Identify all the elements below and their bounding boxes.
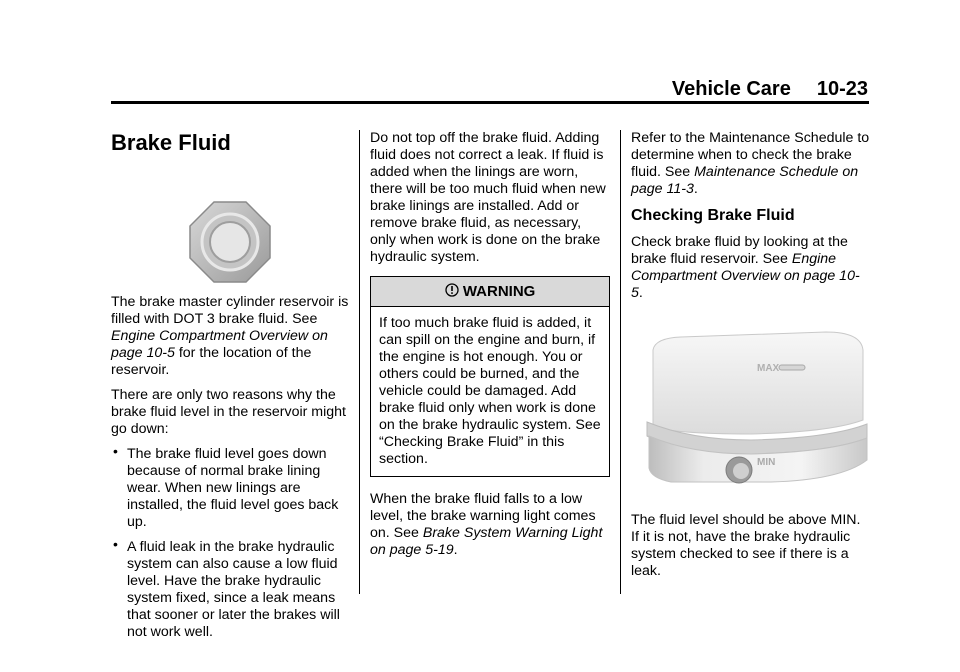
paragraph: Do not top off the brake fluid. Adding fluid does not correct a leak. If fluid is added when the linings are worn, there will be too much fluid when new brake linings are installed. Add or remove brake fluid, as necessary, only when work is done on the brake hydraulic system. (370, 130, 606, 265)
header-section: Vehicle Care (671, 78, 791, 100)
header-page-number: 10-23 (816, 78, 868, 100)
section-title: Brake Fluid (111, 130, 231, 155)
cross-reference-link[interactable]: Engine Compartment Overview on page 10-5 (111, 328, 328, 361)
brake-fluid-cap-icon (111, 200, 349, 284)
max-mark-label: MAX (757, 363, 780, 374)
warning-text: If too much brake fluid is added, it can spill on the engine and burn, if the engine is hot enough. You or others could be burned, and the vehicle could be damaged. Add brake fluid only when work is done on the brake hydraulic system. See “Checking Brake Fluid” in this section. (379, 315, 601, 467)
warning-header (371, 277, 609, 307)
list-item: • A fluid leak in the brake hydraulic system can also cause a low fluid level. Have the brake hydraulic system fixed, since a leak means that sooner or later the brakes will not work well. (113, 536, 340, 640)
bullet-icon: • (113, 536, 118, 552)
cross-reference-link[interactable]: Engine Compartment Overview on page 10-5 (631, 251, 860, 301)
paragraph: Check brake fluid by looking at the brake fluid reservoir. See Engine Compartment Overview on page 10-5. (631, 234, 860, 301)
bullet-icon: • (113, 443, 118, 459)
column-divider (620, 130, 621, 594)
warning-title: WARNING (462, 283, 536, 300)
column-3 (631, 130, 871, 588)
column-divider (359, 130, 360, 594)
reason-list (111, 443, 349, 641)
reservoir-photo (631, 330, 871, 490)
warning-icon (445, 283, 463, 300)
header-rule (111, 101, 869, 104)
subsection-title: Checking Brake Fluid (631, 207, 795, 224)
paragraph: The brake master cylinder reservoir is filled with DOT 3 brake fluid. See Engine Compartment Overview on page 10-5 for the location of the reservoir. (111, 294, 349, 378)
paragraph: The fluid level should be above MIN. If it is not, have the brake hydraulic system checked to see if there is a leak. (631, 512, 861, 579)
cross-reference-link[interactable]: Maintenance Schedule on page 11-3 (631, 164, 859, 197)
column-2 (370, 130, 610, 567)
cross-reference-link[interactable]: Brake System Warning Light on page 5-19 (370, 525, 603, 558)
column-1 (111, 130, 349, 649)
paragraph: Refer to the Maintenance Schedule to determine when to check the brake fluid. See Maintenance Schedule on page 11-3. (631, 130, 870, 197)
list-item: • The brake fluid level goes down because of normal brake lining wear. When new linings are installed, the fluid level goes back up. (113, 443, 339, 530)
page-header (672, 78, 868, 101)
paragraph: When the brake fluid falls to a low level, the brake warning light comes on. See Brake System Warning Light on page 5-19. (370, 491, 603, 558)
paragraph: There are only two reasons why the brake fluid level in the reservoir might go down: (111, 387, 346, 437)
warning-box (370, 276, 610, 477)
min-mark-label: MIN (757, 457, 776, 468)
